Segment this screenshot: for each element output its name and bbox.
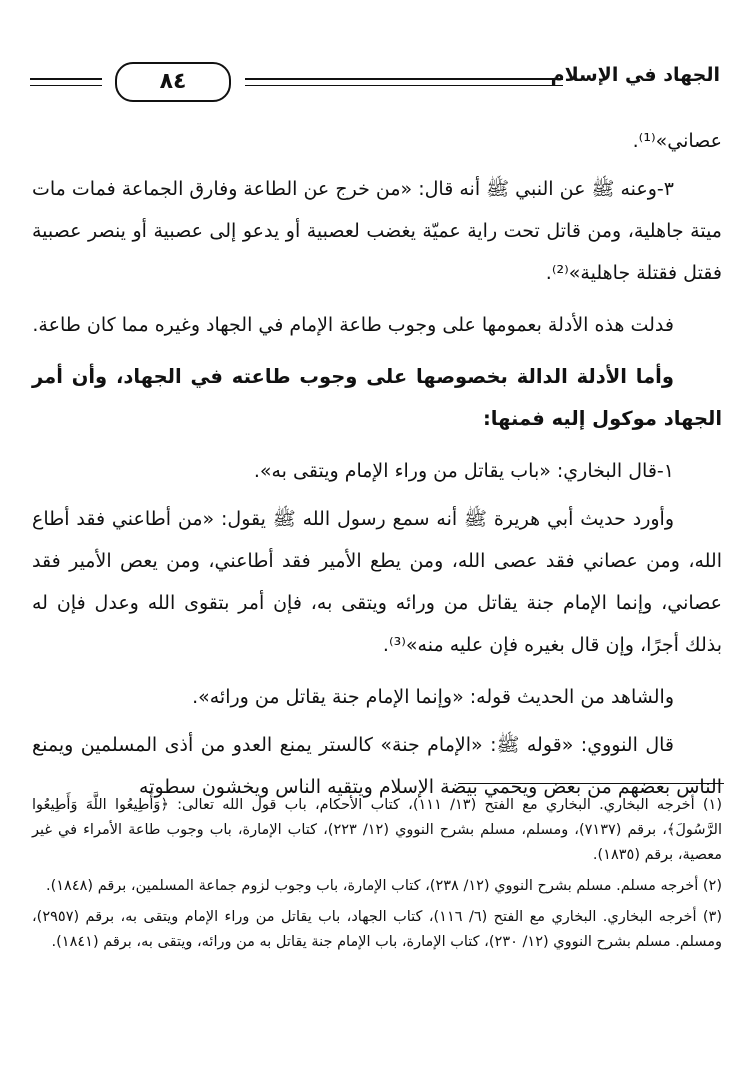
header-rule-middle <box>245 78 563 86</box>
footnote-1: (١) أخرجه البخاري. البخاري مع الفتح (١٣/ ١١١)، كتاب الأحكام، باب قول الله تعالى: ﴿وَأَطِيعُوا اللَّهَ وَأَطِيعُوا الرَّسُولَ﴾، برقم (٧١٣٧)، ومسلم، مسلم بشرح النووي (١٢/ ٢٢٣)، كتاب الإمارة، باب وجوب طاعة الأمراء في غير معصية، برقم (١٨٣٥). <box>32 797 723 863</box>
footnotes <box>32 793 722 961</box>
footnote-separator <box>458 783 724 784</box>
running-title: الجهاد في الإسلام <box>550 64 720 86</box>
paragraph-hadith-3: ٣-وعنه ﷺ عن النبي ﷺ أنه قال: «من خرج عن الطاعة وفارق الجماعة فمات مات ميتة جاهلية، ومن قاتل تحت راية عميّة يغضب لعصبية أو يدعو إلى عصبية أو ينصر عصبية فقتل فقتلة جاهلية»⁽²⁾. <box>32 178 722 284</box>
page-header <box>30 62 720 102</box>
paragraph-bukhari-chapter: ١-قال البخاري: «باب يقاتل من وراء الإمام ويتقى به». <box>253 460 674 482</box>
header-rule-left <box>30 78 102 86</box>
paragraph-conclusion: فدلت هذه الأدلة بعمومها على وجوب طاعة الإمام في الجهاد وغيره مما كان طاعة. <box>32 314 674 336</box>
page-number: ٨٤ <box>115 62 231 102</box>
paragraph-continuation: عصاني»⁽¹⁾. <box>632 130 722 152</box>
paragraph-abu-hurayra-hadith: وأورد حديث أبي هريرة ﷺ أنه سمع رسول الله ﷺ يقول: «من أطاعني فقد أطاع الله، ومن عصاني فقد عصى الله، ومن يطع الأمير فقد أطاعني، ومن يعص الأمير فقد عصاني، وإنما الإمام جنة يقاتل من ورائه ويتقى به، فإن أمر بتقوى الله وعدل فإن له بذلك أجرًا، وإن قال بغيره فإن عليه منه»⁽³⁾. <box>32 508 722 656</box>
footnote-2: (٢) أخرجه مسلم. مسلم بشرح النووي (١٢/ ٢٣٨)، كتاب الإمارة، باب وجوب لزوم جماعة المسلمين، برقم (١٨٤٨). <box>45 878 722 894</box>
paragraph-witness: والشاهد من الحديث قوله: «وإنما الإمام جنة يقاتل من ورائه». <box>192 686 674 708</box>
paragraph-specific-evidence: وأما الأدلة الدالة بخصوصها على وجوب طاعته في الجهاد، وأن أمر الجهاد موكول إليه فمنها: <box>32 365 722 430</box>
paragraph-nawawi: قال النووي: «قوله ﷺ: «الإمام جنة» كالستر يمنع العدو من أذى المسلمين ويمنع الناس بعضهم من بعض ويحمي بيضة الإسلام ويتقيه الناس ويخشون سطوته <box>32 734 722 798</box>
footnote-3: (٣) أخرجه البخاري. البخاري مع الفتح (٦/ ١١٦)، كتاب الجهاد، باب يقاتل من وراء الإمام ويتقى به، برقم (٢٩٥٧)، ومسلم. مسلم بشرح النووي (١٢/ ٢٣٠)، كتاب الإمارة، باب الإمام جنة يقاتل به من ورائه، ويتقى به، برقم (١٨٤١). <box>32 909 722 950</box>
main-text <box>32 120 722 818</box>
